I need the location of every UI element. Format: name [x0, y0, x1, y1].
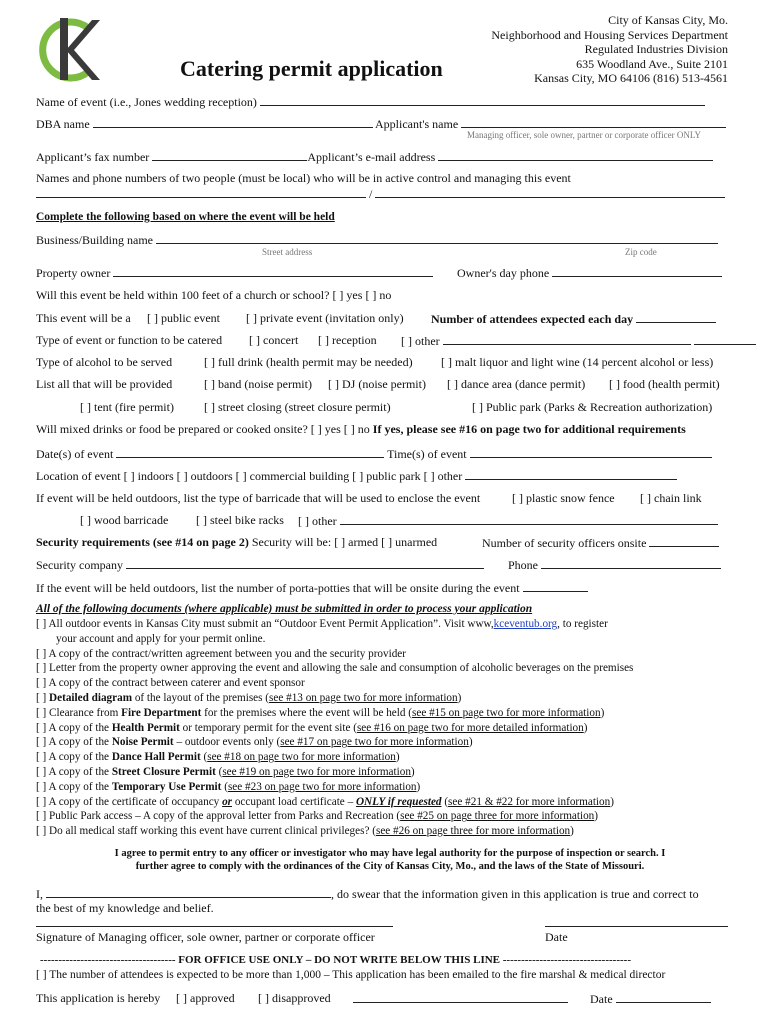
application-is-label: This application is hereby [36, 991, 161, 1005]
doc-checkbox[interactable]: [ ] [36, 810, 47, 823]
doc-occupancy-item [36, 795, 736, 810]
malt-checkbox[interactable]: [ ] malt liquor and light wine (14 percent alcohol or less) [441, 355, 714, 369]
doc-ref: see #19 on page two for more information [222, 765, 411, 778]
doc-text: ) [468, 736, 473, 749]
food-checkbox[interactable]: [ ] food (health permit) [609, 377, 720, 391]
dates-label: Date(s) of event [36, 447, 114, 461]
zip-hint: Zip code [625, 247, 657, 257]
porta-input[interactable] [523, 580, 588, 592]
doc-checkbox[interactable]: [ ] [36, 618, 47, 630]
security-company-input[interactable] [126, 557, 484, 569]
doc-bold: Detailed diagram [49, 691, 133, 704]
doc-item [36, 706, 736, 721]
wood-checkbox[interactable]: [ ] wood barricade [80, 513, 169, 527]
control-people-label: Names and phone numbers of two people (must be local) who will be in active control and managing this event [36, 171, 571, 185]
page-title: Catering permit application [180, 56, 443, 81]
doc-text: All outdoor events in Kansas City must submit an “Outdoor Event Permit Application”. Visit www, [48, 618, 494, 630]
church-question: Will this event be held within 100 feet of a church or school? [36, 288, 330, 302]
security-phone-input[interactable] [541, 557, 721, 569]
dba-row [36, 116, 726, 131]
doc-text: A copy of the [48, 751, 112, 764]
list-provided-label: List all that will be provided [36, 377, 173, 391]
armed-checkbox[interactable]: [ ] armed [334, 535, 379, 549]
doc-text: or temporary permit for the event site ( [179, 721, 357, 734]
attendees-input[interactable] [636, 311, 716, 323]
doc-only-if-requested: ONLY if requested [355, 795, 442, 808]
doc-outdoor-item [36, 617, 736, 632]
kc-logo-icon [36, 14, 104, 84]
doc-checkbox[interactable]: [ ] [36, 780, 47, 793]
dates-input[interactable] [116, 446, 384, 458]
security-phone-row [508, 557, 721, 572]
doc-checkbox[interactable]: [ ] [36, 765, 47, 778]
doc-text: A copy of the contract/written agreement between you and the security provider [48, 647, 406, 660]
logo-k-stem [60, 18, 68, 80]
doc-text: Public Park access – A copy of the approval letter from Parks and Recreation ( [49, 810, 401, 823]
doc-item [36, 661, 736, 676]
office-signature-line[interactable] [353, 1001, 568, 1003]
doc-text: ) [416, 780, 421, 793]
doc-ref: see #18 on page two for more information [207, 751, 396, 764]
mixed-question: Will mixed drinks or food be prepared or cooked onsite? [36, 422, 308, 436]
logo-k-arms [66, 20, 100, 80]
doc-text: ) [570, 825, 574, 838]
fax-input[interactable] [152, 149, 307, 161]
doc-text: – outdoor events only ( [173, 736, 281, 749]
security-phone-label: Phone [508, 558, 538, 572]
eventhub-link[interactable]: kceventub.org [493, 618, 558, 630]
doc-text: ) [583, 721, 588, 734]
doc-item [36, 780, 736, 795]
tent-checkbox[interactable]: [ ] tent (fire permit) [80, 400, 174, 414]
office-use-divider: ------------------------------------- FOR OFFICE USE ONLY – DO NOT WRITE BELOW THIS LINE ----------------------------------- [40, 954, 631, 966]
doc-item [36, 735, 736, 750]
mixed-yes-checkbox[interactable]: [ ] yes [310, 422, 341, 436]
office-date-input[interactable] [616, 991, 711, 1003]
doc-checkbox[interactable]: [ ] [36, 721, 47, 734]
doc-checkbox[interactable]: [ ] [36, 825, 47, 838]
doc-text: ( [215, 765, 223, 778]
reception-checkbox[interactable]: [ ] reception [318, 333, 377, 347]
alcohol-label: Type of alcohol to be served [36, 355, 173, 369]
applicant-name-label: Applicant's name [375, 117, 459, 131]
dba-label: DBA name [36, 117, 90, 131]
swear-row [36, 886, 699, 901]
location-label: Location of event [36, 469, 121, 483]
mixed-row [36, 422, 686, 436]
snow-fence-checkbox[interactable]: [ ] plastic snow fence [512, 491, 615, 505]
indoors-checkbox[interactable]: [ ] indoors [123, 469, 174, 483]
signature-date-label: Date [545, 930, 568, 944]
doc-text: ( [200, 751, 208, 764]
event-name-label: Name of event (i.e., Jones wedding reception) [36, 95, 257, 109]
type-other-checkbox[interactable]: [ ] other [401, 334, 440, 348]
type-other-input-2[interactable] [694, 333, 756, 345]
church-yes-checkbox[interactable]: [ ] yes [332, 288, 363, 302]
doc-ref: see #13 on page two for more information [269, 691, 458, 704]
doc-text: A copy of the certificate of occupancy [48, 795, 223, 808]
business-name-label: Business/Building name [36, 233, 153, 247]
barricade-other-row [298, 513, 718, 528]
doc-checkbox[interactable]: [ ] [36, 647, 47, 660]
doc-checkbox[interactable]: [ ] [36, 751, 47, 764]
doc-text: , to register [557, 618, 608, 630]
unarmed-checkbox[interactable]: [ ] unarmed [381, 535, 438, 549]
doc-bold: Dance Hall Permit [111, 751, 201, 764]
loc-public-park-checkbox[interactable]: [ ] public park [352, 469, 421, 483]
doc-text: Do all medical staff working this event have current clinical privileges? ( [49, 825, 376, 838]
loc-other-input[interactable] [465, 468, 677, 480]
church-row [36, 288, 391, 302]
agency-line: City of Kansas City, Mo. [608, 13, 728, 27]
chain-link-checkbox[interactable]: [ ] chain link [640, 491, 702, 505]
doc-ref: see #23 on page two for more information [227, 780, 417, 793]
officers-row [482, 535, 719, 550]
agency-line: Kansas City, MO 64106 (816) 513-4561 [534, 71, 728, 85]
agency-line: Regulated Industries Division [584, 42, 728, 56]
signature-date-line[interactable] [545, 925, 728, 927]
times-input[interactable] [470, 446, 712, 458]
swear-text-2: the best of my knowledge and belief. [36, 901, 214, 915]
doc-item [36, 691, 736, 706]
steel-checkbox[interactable]: [ ] steel bike racks [196, 513, 284, 527]
doc-item [36, 721, 736, 736]
dj-checkbox[interactable]: [ ] DJ (noise permit) [328, 377, 426, 391]
disapproved-checkbox[interactable]: [ ] disapproved [258, 991, 331, 1005]
street-closing-checkbox[interactable]: [ ] street closing (street closure permit) [204, 400, 391, 414]
swear-text: , do swear that the information given in this application is true and correct to [331, 887, 699, 901]
doc-text: ) [594, 810, 599, 823]
doc-ref: see #26 on page three for more information [375, 825, 571, 838]
owner-phone-row [457, 265, 722, 280]
doc-text: Letter from the property owner approving the event and allowing the sale and consumption of alcoholic beverages on the premises [49, 662, 634, 675]
office-decision-row [36, 991, 160, 1005]
office-attendees-checkbox[interactable]: [ ] The number of attendees is expected to be more than 1,000 – This application has been emailed to the fire marshal & medical director [36, 969, 666, 981]
type-event-label: Type of event or function to be catered [36, 333, 223, 347]
type-other-row [401, 333, 756, 348]
doc-checkbox[interactable]: [ ] [36, 677, 47, 690]
doc-medical-item [36, 824, 736, 839]
property-owner-label: Property owner [36, 266, 111, 280]
email-label: Applicant’s e-mail address [307, 150, 436, 164]
dance-checkbox[interactable]: [ ] dance area (dance permit) [447, 377, 586, 391]
doc-or: or [222, 795, 233, 808]
doc-ref: see #17 on page two for more information [280, 736, 469, 749]
applicant-hint: Managing officer, sole owner, partner or corporate officer ONLY [467, 130, 701, 140]
doc-item [36, 676, 736, 691]
business-row [36, 232, 718, 247]
doc-text: for the premises where the event will be held ( [201, 706, 412, 719]
approved-checkbox[interactable]: [ ] approved [176, 991, 235, 1005]
church-no-checkbox[interactable]: [ ] no [365, 288, 392, 302]
fax-label: Applicant’s fax number [36, 150, 150, 164]
complete-heading: Complete the following based on where the event will be held [36, 211, 335, 223]
control-person-2-input[interactable] [375, 186, 725, 198]
swear-name-input[interactable] [46, 886, 331, 898]
doc-bold: Temporary Use Permit [111, 780, 222, 793]
doc-text: A copy of the contract between caterer and event sponsor [48, 677, 305, 690]
doc-ref: see #16 on page two for more detailed information [356, 721, 584, 734]
times-label: Time(s) of event [387, 447, 467, 461]
dates-row [36, 446, 712, 461]
slash: / [369, 187, 373, 201]
location-row [36, 468, 677, 483]
doc-checkbox[interactable]: [ ] [36, 706, 47, 719]
agreement-line: I agree to permit entry to any officer or investigator who may have legal authority for the purpose of inspection or search. I [114, 848, 666, 859]
loc-other-checkbox[interactable]: [ ] other [423, 469, 463, 483]
doc-text: ) [457, 691, 462, 704]
attendees-row [431, 311, 716, 326]
owner-phone-label: Owner's day phone [457, 266, 550, 280]
doc-text: ) [610, 795, 614, 808]
office-date-label: Date [590, 992, 613, 1006]
num-officers-label: Number of security officers onsite [482, 536, 647, 550]
agreement-text [60, 847, 720, 873]
office-date-row [590, 991, 711, 1006]
property-owner-row [36, 265, 433, 280]
attendees-label: Number of attendees expected each day [431, 312, 634, 326]
type-other-input[interactable] [443, 333, 691, 345]
doc-text: A copy of the [48, 736, 112, 749]
doc-text: Clearance from [49, 706, 122, 719]
documents-list [36, 617, 736, 839]
doc-item [36, 647, 736, 662]
doc-text: ) [395, 751, 400, 764]
signature-line[interactable] [36, 925, 393, 927]
security-company-row [36, 557, 484, 572]
security-will-be-label: Security will be: [251, 535, 332, 549]
control-person-1-input[interactable] [36, 186, 366, 198]
full-drink-checkbox[interactable]: [ ] full drink (health permit may be needed) [204, 355, 413, 369]
public-park-checkbox[interactable]: [ ] Public park (Parks & Recreation authorization) [472, 400, 713, 414]
agency-line: Neighborhood and Housing Services Department [491, 27, 728, 42]
security-row [36, 535, 437, 549]
control-people-row [36, 186, 725, 201]
barricade-other-input[interactable] [340, 513, 718, 525]
business-name-input[interactable] [156, 232, 718, 244]
public-event-checkbox[interactable]: [ ] public event [147, 311, 220, 325]
barricade-other-checkbox[interactable]: [ ] other [298, 514, 337, 528]
agency-address [491, 13, 728, 86]
doc-text: occupant load certificate – [232, 795, 356, 808]
email-input[interactable] [438, 149, 713, 161]
outdoors-checkbox[interactable]: [ ] outdoors [176, 469, 233, 483]
street-hint: Street address [262, 247, 313, 257]
security-req-label: Security requirements (see #14 on page 2) [36, 535, 249, 549]
mixed-note: If yes, please see #16 on page two for additional requirements [372, 422, 686, 436]
dba-input[interactable] [93, 116, 373, 128]
owner-phone-input[interactable] [552, 265, 722, 277]
num-officers-input[interactable] [649, 535, 719, 547]
doc-park-item [36, 809, 736, 824]
doc-text: A copy of the [48, 780, 112, 793]
doc-text: ) [600, 706, 605, 719]
doc-bold: Health Permit [111, 721, 180, 734]
doc-text: ( [441, 795, 449, 808]
doc-outdoor-cont: your account and apply for your permit online. [56, 632, 266, 645]
doc-text: of the layout of the premises ( [132, 691, 270, 704]
agreement-line: further agree to comply with the ordinances of the City of Kansas City, Mo., and the laws of the State of Missouri. [135, 861, 645, 872]
concert-checkbox[interactable]: [ ] concert [249, 333, 299, 347]
private-event-checkbox[interactable]: [ ] private event (invitation only) [246, 311, 404, 325]
doc-text: A copy of the [48, 721, 112, 734]
doc-text: ) [410, 765, 415, 778]
signature-label: Signature of Managing officer, sole owner, partner or corporate officer [36, 930, 375, 944]
event-type-label: This event will be a [36, 311, 131, 325]
security-company-label: Security company [36, 558, 123, 572]
doc-text: ( [221, 780, 228, 793]
doc-bold: Street Closure Permit [111, 765, 216, 778]
doc-bold: Fire Department [121, 706, 202, 719]
fax-row [36, 149, 713, 164]
doc-ref: see #21 & #22 for more information [448, 795, 611, 808]
porta-row [36, 580, 588, 595]
doc-checkbox[interactable]: [ ] [36, 691, 47, 704]
doc-ref: see #15 on page two for more information [412, 706, 601, 719]
doc-item [36, 765, 736, 780]
mixed-no-checkbox[interactable]: [ ] no [343, 422, 370, 436]
doc-checkbox[interactable]: [ ] [36, 795, 47, 808]
agency-line: 635 Woodland Ave., Suite 2101 [576, 56, 728, 71]
barricade-question: If event will be held outdoors, list the type of barricade that will be used to enclose the event [36, 491, 481, 505]
porta-label: If the event will be held outdoors, list the number of porta-potties that will be onsite during the event [36, 581, 520, 595]
office-attendees-row [36, 968, 665, 982]
documents-heading: All of the following documents (where applicable) must be submitted in order to process your application [36, 603, 533, 615]
band-checkbox[interactable]: [ ] band (noise permit) [204, 377, 312, 391]
property-owner-input[interactable] [113, 265, 433, 277]
doc-checkbox[interactable]: [ ] [36, 736, 47, 749]
doc-bold: Noise Permit [111, 736, 174, 749]
doc-text: A copy of the [48, 765, 112, 778]
doc-ref: see #25 on page three for more information [400, 810, 595, 823]
doc-item [36, 750, 736, 765]
applicant-name-input[interactable] [461, 116, 726, 128]
event-name-row [36, 94, 705, 109]
doc-checkbox[interactable]: [ ] [36, 662, 47, 675]
swear-i: I, [36, 887, 43, 901]
event-name-input[interactable] [260, 94, 705, 106]
commercial-checkbox[interactable]: [ ] commercial building [235, 469, 350, 483]
